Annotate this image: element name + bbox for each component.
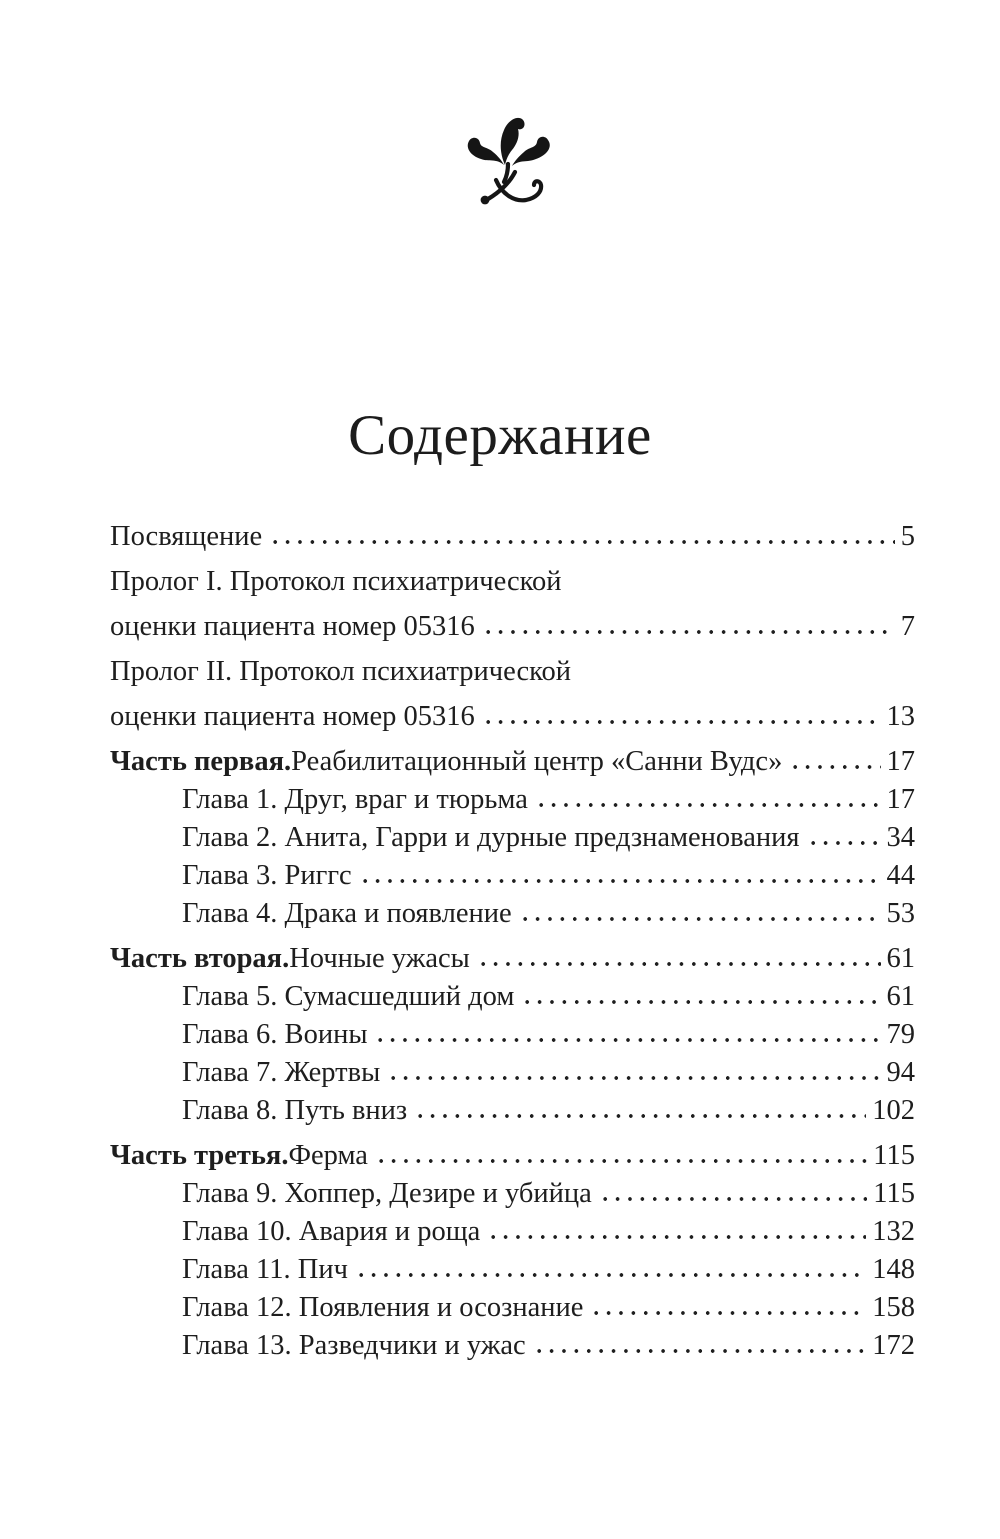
toc-entry-label: Глава 3. Риггс [182, 860, 352, 891]
toc-entry-page-number: 61 [886, 981, 915, 1012]
dot-leader [414, 1113, 866, 1119]
toc-entry-label: Глава 5. Сумасшедший дом [182, 981, 515, 1012]
dot-leader [387, 1075, 880, 1081]
toc-entry-page-number: 115 [873, 1140, 915, 1171]
toc-entry [110, 1253, 915, 1291]
toc-entry-page-number: 102 [872, 1095, 915, 1126]
toc-entry-label: Глава 1. Друг, враг и тюрьма [182, 784, 528, 815]
toc-entry-label: Реабилитационный центр «Санни Вудс» [291, 746, 783, 777]
dot-leader [477, 961, 881, 967]
toc-entry [110, 783, 915, 821]
page-title: Содержание [348, 404, 652, 467]
toc-list [110, 520, 915, 1367]
toc-entry-page-number: 13 [886, 701, 915, 732]
ornament-container [0, 110, 1000, 214]
dot-leader [269, 539, 895, 545]
toc-entry-label: Глава 9. Хоппер, Дезире и убийца [182, 1178, 592, 1209]
toc-entry [110, 821, 915, 859]
toc-entry [110, 610, 915, 648]
toc-entry-page-number: 94 [886, 1057, 915, 1088]
dot-leader [375, 1158, 867, 1164]
toc-entry-page-number: 7 [900, 611, 915, 642]
toc-entry [110, 1329, 915, 1367]
toc-entry [110, 745, 915, 783]
dot-leader [487, 1234, 866, 1240]
dot-leader [374, 1037, 880, 1043]
toc-entry [110, 859, 915, 897]
toc-entry-label: Глава 6. Воины [182, 1019, 368, 1050]
toc-entry [110, 942, 915, 980]
toc-entry-part-label: Часть третья. [110, 1140, 289, 1171]
toc-entry-label: Глава 8. Путь вниз [182, 1095, 408, 1126]
toc-entry-label: Глава 13. Разведчики и ужас [182, 1330, 526, 1361]
dot-leader [533, 1348, 867, 1354]
dot-leader [535, 802, 881, 808]
toc-entry-label: Глава 11. Пич [182, 1254, 348, 1285]
toc-entry-label: оценки пациента номер 05316 [110, 611, 475, 642]
toc-entry-page-number: 17 [886, 784, 915, 815]
toc-entry-part-label: Часть первая. [110, 746, 292, 777]
toc-entry [110, 1139, 915, 1177]
dot-leader [521, 999, 880, 1005]
toc-entry-label: Глава 7. Жертвы [182, 1057, 381, 1088]
dot-leader [590, 1310, 866, 1316]
dot-leader [359, 878, 881, 884]
dot-leader [519, 916, 881, 922]
dot-leader [355, 1272, 866, 1278]
toc-entry-page-number: 53 [886, 898, 915, 929]
toc-entry-page-number: 44 [886, 860, 915, 891]
toc-entry-label: Ночные ужасы [289, 943, 470, 974]
toc-entry [110, 1215, 915, 1253]
toc-entry [110, 565, 915, 603]
dot-leader [482, 719, 881, 725]
toc-entry-label: Глава 2. Анита, Гарри и дурные предзнаменования [182, 822, 800, 853]
toc-entry-label: Глава 4. Драка и появление [182, 898, 512, 929]
toc-entry-label: Пролог I. Протокол психиатрической [110, 566, 562, 597]
toc-entry [110, 520, 915, 558]
dot-leader [807, 840, 881, 846]
dot-leader [789, 764, 880, 770]
toc-entry-label: Глава 10. Авария и роща [182, 1216, 481, 1247]
fleuron-ornament-icon [458, 110, 558, 214]
toc-entry [110, 1018, 915, 1056]
dot-leader [482, 629, 895, 635]
toc-entry-page-number: 148 [872, 1254, 915, 1285]
toc-entry-page-number: 158 [872, 1292, 915, 1323]
toc-entry-label: оценки пациента номер 05316 [110, 701, 475, 732]
toc-entry-label: Глава 12. Появления и осознание [182, 1292, 584, 1323]
toc-entry [110, 1094, 915, 1132]
dot-leader [599, 1196, 868, 1202]
toc-entry [110, 700, 915, 738]
toc-entry-page-number: 5 [900, 521, 915, 552]
toc-entry [110, 1177, 915, 1215]
toc-entry-page-number: 34 [886, 822, 915, 853]
toc-entry [110, 1291, 915, 1329]
toc-entry-part-label: Часть вторая. [110, 943, 290, 974]
toc-entry-page-number: 172 [872, 1330, 915, 1361]
toc-entry-label: Посвящение [110, 521, 263, 552]
toc-entry-page-number: 79 [886, 1019, 915, 1050]
toc-entry [110, 655, 915, 693]
toc-entry [110, 1056, 915, 1094]
toc-entry-page-number: 61 [886, 943, 915, 974]
toc-entry [110, 897, 915, 935]
toc-entry [110, 980, 915, 1018]
toc-entry-page-number: 115 [873, 1178, 915, 1209]
toc-entry-label: Ферма [288, 1140, 368, 1171]
toc-entry-page-number: 132 [872, 1216, 915, 1247]
toc-entry-label: Пролог II. Протокол психиатрической [110, 656, 571, 687]
toc-entry-page-number: 17 [886, 746, 915, 777]
